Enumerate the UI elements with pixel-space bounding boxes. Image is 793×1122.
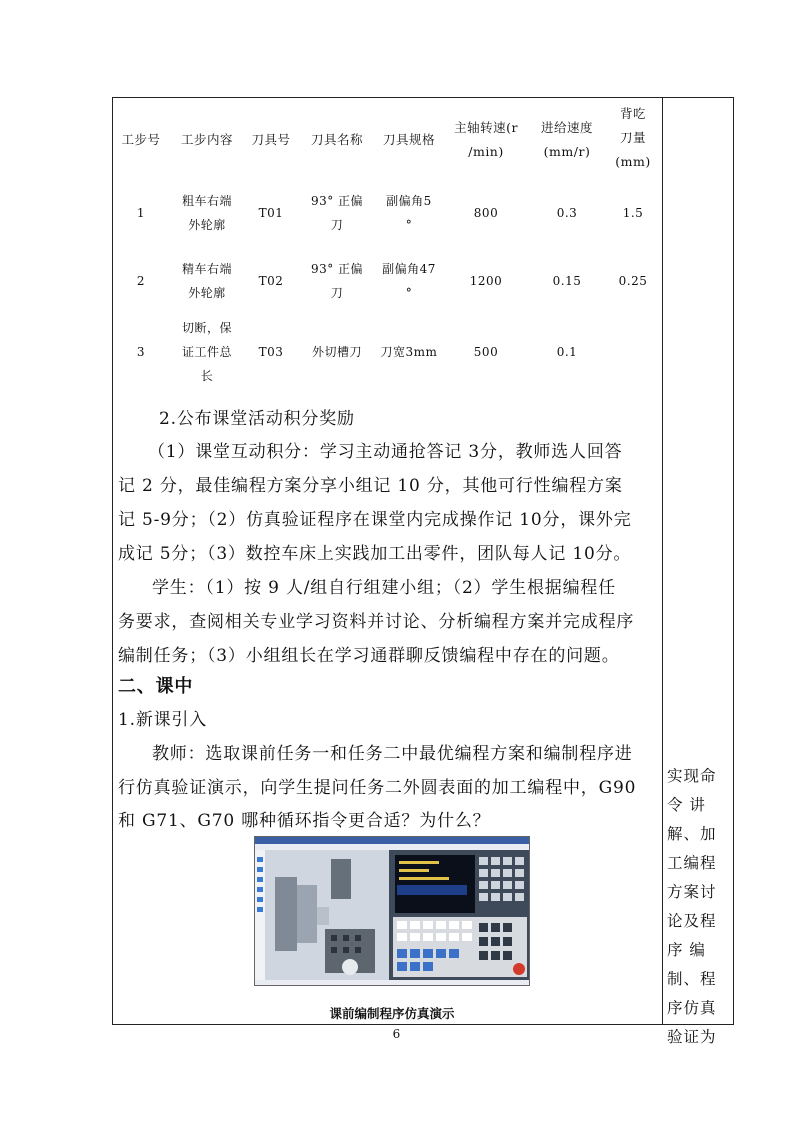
scoring-heading: 2.公布课堂活动积分奖励 [159,409,355,429]
header-spindle-speed: 主轴转速(r /min) [454,120,518,159]
cell-speed: 800 [473,206,499,220]
cell-tool-no: T03 [258,345,284,359]
cell-feed: 0.3 [556,206,578,220]
cell-content: 精车右端 外轮廓 [181,262,232,300]
cell-depth: 1.5 [622,206,644,220]
header-step-no: 工步号 [121,132,161,147]
body-line: 成记 5分；（3）数控车床上实践加工出零件，团队每人记 10分。 [118,544,632,564]
cell-spec: 副偏角5 ° [386,194,432,232]
body-line: 编制任务；（3）小组组长在学习通群聊反馈编程中存在的问题。 [118,646,620,666]
body-line: 记 5-9分；（2）仿真验证程序在课堂内完成操作记 10分，课外完 [118,510,632,530]
section-heading: 二、课中 [118,676,194,697]
cell-spec: 副偏角47 ° [382,262,436,300]
cell-tool-name: 93° 正偏 刀 [310,194,364,232]
table-row [113,256,662,308]
cell-spec: 刀宽3mm [380,345,438,359]
header-cut-depth: 背吃 刀量 (mm) [615,106,651,169]
simulation-screenshot [254,836,530,986]
header-tool-no: 刀具号 [251,132,291,147]
subsection-heading: 1.新课引入 [118,710,208,730]
header-step-content: 工步内容 [180,132,233,147]
header-tool-name: 刀具名称 [310,132,363,147]
header-tool-spec: 刀具规格 [382,132,435,147]
page-number: 6 [392,1027,401,1041]
side-note: 实现命 令 讲 解、加 工编程 方案讨 论及程 序 编 制、程 序仿真 验证为 [667,767,717,1046]
body-line: 行仿真验证演示，向学生提问任务二外圆表面的加工编程中，G90 [118,778,637,798]
cell-step: 1 [136,206,146,220]
cell-depth: 0.25 [618,274,648,288]
body-line: 务要求，查阅相关专业学习资料并讨论、分析编程方案并完成程序 [118,612,635,632]
body-line: 记 2 分，最佳编程方案分享小组记 10 分，其他可行性编程方案 [118,476,623,496]
cell-step: 3 [136,345,146,359]
body-line: （1）课堂互动积分：学习主动通抢答记 3分，教师选人回答 [148,442,623,462]
figure-caption: 课前编制程序仿真演示 [329,1006,455,1021]
table-row [113,314,662,390]
cell-content: 粗车右端 外轮廓 [181,194,232,232]
side-column-divider [662,97,663,1025]
cell-feed: 0.1 [556,345,578,359]
body-line: 和 G71、G70 哪种循环指令更合适？为什么？ [118,811,491,831]
body-line: 教师：选取课前任务一和任务二中最优编程方案和编制程序进 [152,744,633,764]
cell-content: 切断，保 证工件总 长 [181,321,232,383]
cell-feed: 0.15 [552,274,582,288]
table-header-row [113,98,662,186]
cnc-simulator-image [255,837,530,986]
cell-tool-no: T02 [258,274,284,288]
cell-tool-no: T01 [258,206,284,220]
body-line: 学生：（1）按 9 人/组自行组建小组；（2）学生根据编程任 [152,578,616,598]
cell-tool-name: 外切槽刀 [311,345,362,359]
header-feed-rate: 进给速度 (mm/r) [540,120,593,159]
cell-speed: 500 [473,345,499,359]
cell-tool-name: 93° 正偏 刀 [310,262,364,300]
cell-step: 2 [136,274,146,288]
table-row [113,188,662,240]
cell-speed: 1200 [469,274,503,288]
